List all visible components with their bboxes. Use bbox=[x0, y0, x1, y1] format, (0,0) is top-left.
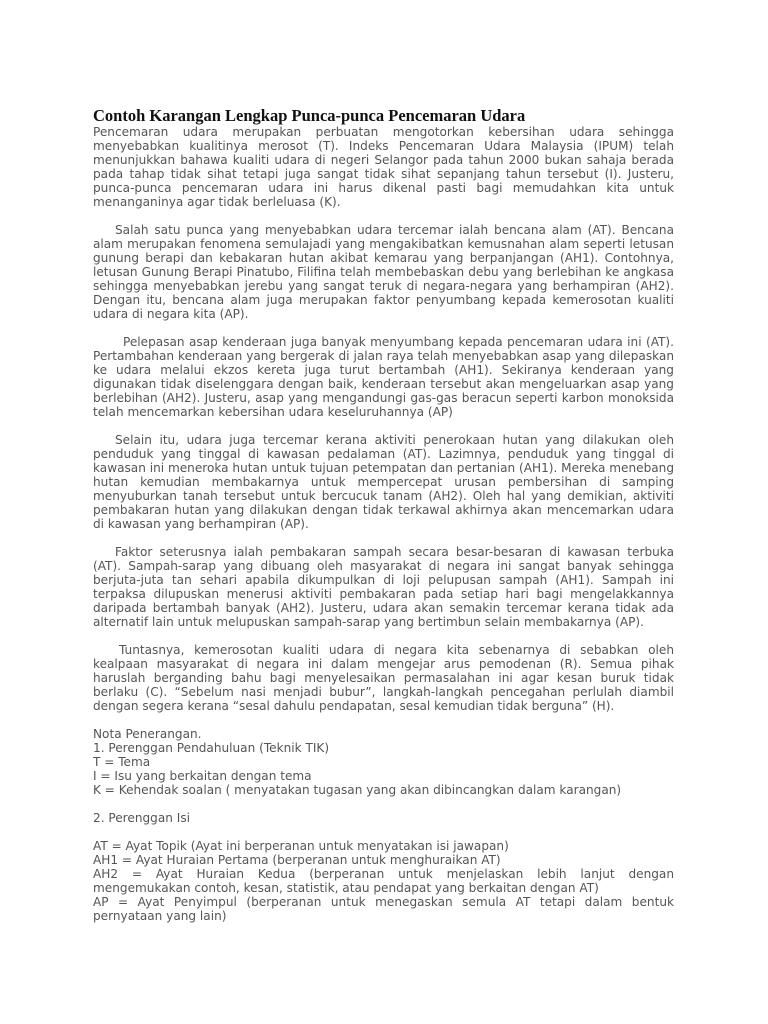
notes-section-2-heading-block bbox=[93, 811, 674, 825]
notes-heading: Nota Penerangan. bbox=[93, 727, 202, 741]
notes-item-i: I = Isu yang berkaitan dengan tema bbox=[93, 769, 312, 783]
notes-item-ah1: AH1 = Ayat Huraian Pertama (berperanan untuk menghuraikan AT) bbox=[93, 853, 501, 867]
paragraph-introduction: Pencemaran udara merupakan perbuatan mengotorkan kebersihan udara sehingga menyebabkan kualitinya merosot (T). Indeks Pencemaran Udara Malaysia (IPUM) telah menunjukkan bahawa kualiti udara di negeri Selangor pada tahun 2000 bukan sahaja berada pada tahap tidak sihat tetapi juga sangat tidak sihat sepanjang tahun tersebut (I). Justeru, punca-punca pencemaran udara ini harus dikenal pasti bagi memudahkan kita untuk menanganinya agar tidak berleluasa (K). bbox=[93, 125, 674, 209]
notes-section-1 bbox=[93, 727, 674, 797]
notes-section-2 bbox=[93, 839, 674, 923]
paragraph-point-3: Selain itu, udara juga tercemar kerana aktiviti penerokaan hutan yang dilakukan oleh penduduk yang tinggal di kawasan pedalaman (AT). Lazimnya, penduduk yang tinggal di kawasan ini meneroka hutan untuk tujuan petempatan dan pertanian (AH1). Mereka menebang hutan kemudian membakarnya untuk mempercepat urusan pembersihan di samping menyuburkan tanah tersebut untuk bercucuk tanam (AH2). Oleh hal yang demikian, aktiviti pembakaran hutan yang dilakukan dengan tidak terkawal akhirnya akan mencemarkan udara di kawasan yang berhampiran (AP). bbox=[93, 433, 674, 531]
notes-item-k: K = Kehendak soalan ( menyatakan tugasan yang akan dibincangkan dalam karangan) bbox=[93, 783, 622, 797]
paragraph-point-1: Salah satu punca yang menyebabkan udara tercemar ialah bencana alam (AT). Bencana alam merupakan fenomena semulajadi yang mengakibatkan kemusnahan alam seperti letusan gunung berapi dan kebakaran hutan akibat kemarau yang berpanjangan (AH1). Contohnya, letusan Gunung Berapi Pinatubo, Filifina telah membebaskan debu yang berlebihan ke angkasa sehingga menyebabkan jerebu yang sangat teruk di negara-negara yang berhampiran (AH2). Dengan itu, bencana alam juga merupakan faktor penyumbang kepada kemerosotan kualiti udara di negara kita (AP). bbox=[93, 223, 674, 321]
notes-item-at: AT = Ayat Topik (Ayat ini berperanan untuk menyatakan isi jawapan) bbox=[93, 839, 509, 853]
paragraph-point-4: Faktor seterusnya ialah pembakaran sampah secara besar-besaran di kawasan terbuka (AT). Sampah-sarap yang dibuang oleh masyarakat di negara ini sangat banyak sehingga berjuta-juta tan sehari apabila dikumpulkan di loji pelupusan sampah (AH1). Sampah ini terpaksa dilupuskan menerusi aktiviti pembakaran pada setiap hari bagi mengelakkannya daripada bertambah banyak (AH2). Justeru, udara akan semakin tercemar kerana tidak ada alternatif lain untuk melupuskan sampah-sarap yang bertimbun selain membakarnya (AP). bbox=[93, 545, 674, 629]
paragraph-point-2: Pelepasan asap kenderaan juga banyak menyumbang kepada pencemaran udara ini (AT). Pertambahan kenderaan yang bergerak di jalan raya telah menyebabkan asap yang dilepaskan ke udara melalui ekzos kereta juga turut bertambah (AH1). Sekiranya kenderaan yang digunakan tidak diselenggara dengan baik, kenderaan tersebut akan mengeluarkan asap yang berlebihan (AH2). Justeru, asap yang mengandungi gas-gas beracun seperti karbon monoksida telah mencemarkan kebersihan udara keseluruhannya (AP) bbox=[93, 335, 674, 419]
notes-item-t: T = Tema bbox=[93, 755, 151, 769]
document-page bbox=[93, 107, 674, 923]
document-title: Contoh Karangan Lengkap Punca-punca Pencemaran Udara bbox=[93, 106, 526, 125]
notes-item-ap: AP = Ayat Penyimpul (berperanan untuk menegaskan semula AT tetapi dalam bentuk pernyataan yang lain) bbox=[93, 895, 674, 923]
notes-section-2-heading: 2. Perenggan Isi bbox=[93, 811, 190, 825]
paragraph-conclusion: Tuntasnya, kemerosotan kualiti udara di negara kita sebenarnya di sebabkan oleh kealpaan masyarakat di negara ini dalam mengejar arus pemodenan (R). Semua pihak haruslah berganding bahu bagi menyelesaikan permasalahan ini agar kesan buruk tidak berlaku (C). “Sebelum nasi menjadi bubur”, langkah-langkah pencegahan perlulah diambil dengan segera kerana “sesal dahulu pendapatan, sesal kemudian tidak berguna” (H). bbox=[93, 643, 674, 713]
notes-section-1-heading: 1. Perenggan Pendahuluan (Teknik TIK) bbox=[93, 741, 330, 755]
notes-item-ah2: AH2 = Ayat Huraian Kedua (berperanan untuk menjelaskan lebih lanjut dengan mengemukakan contoh, kesan, statistik, atau pendapat yang berkaitan dengan AT) bbox=[93, 867, 674, 895]
